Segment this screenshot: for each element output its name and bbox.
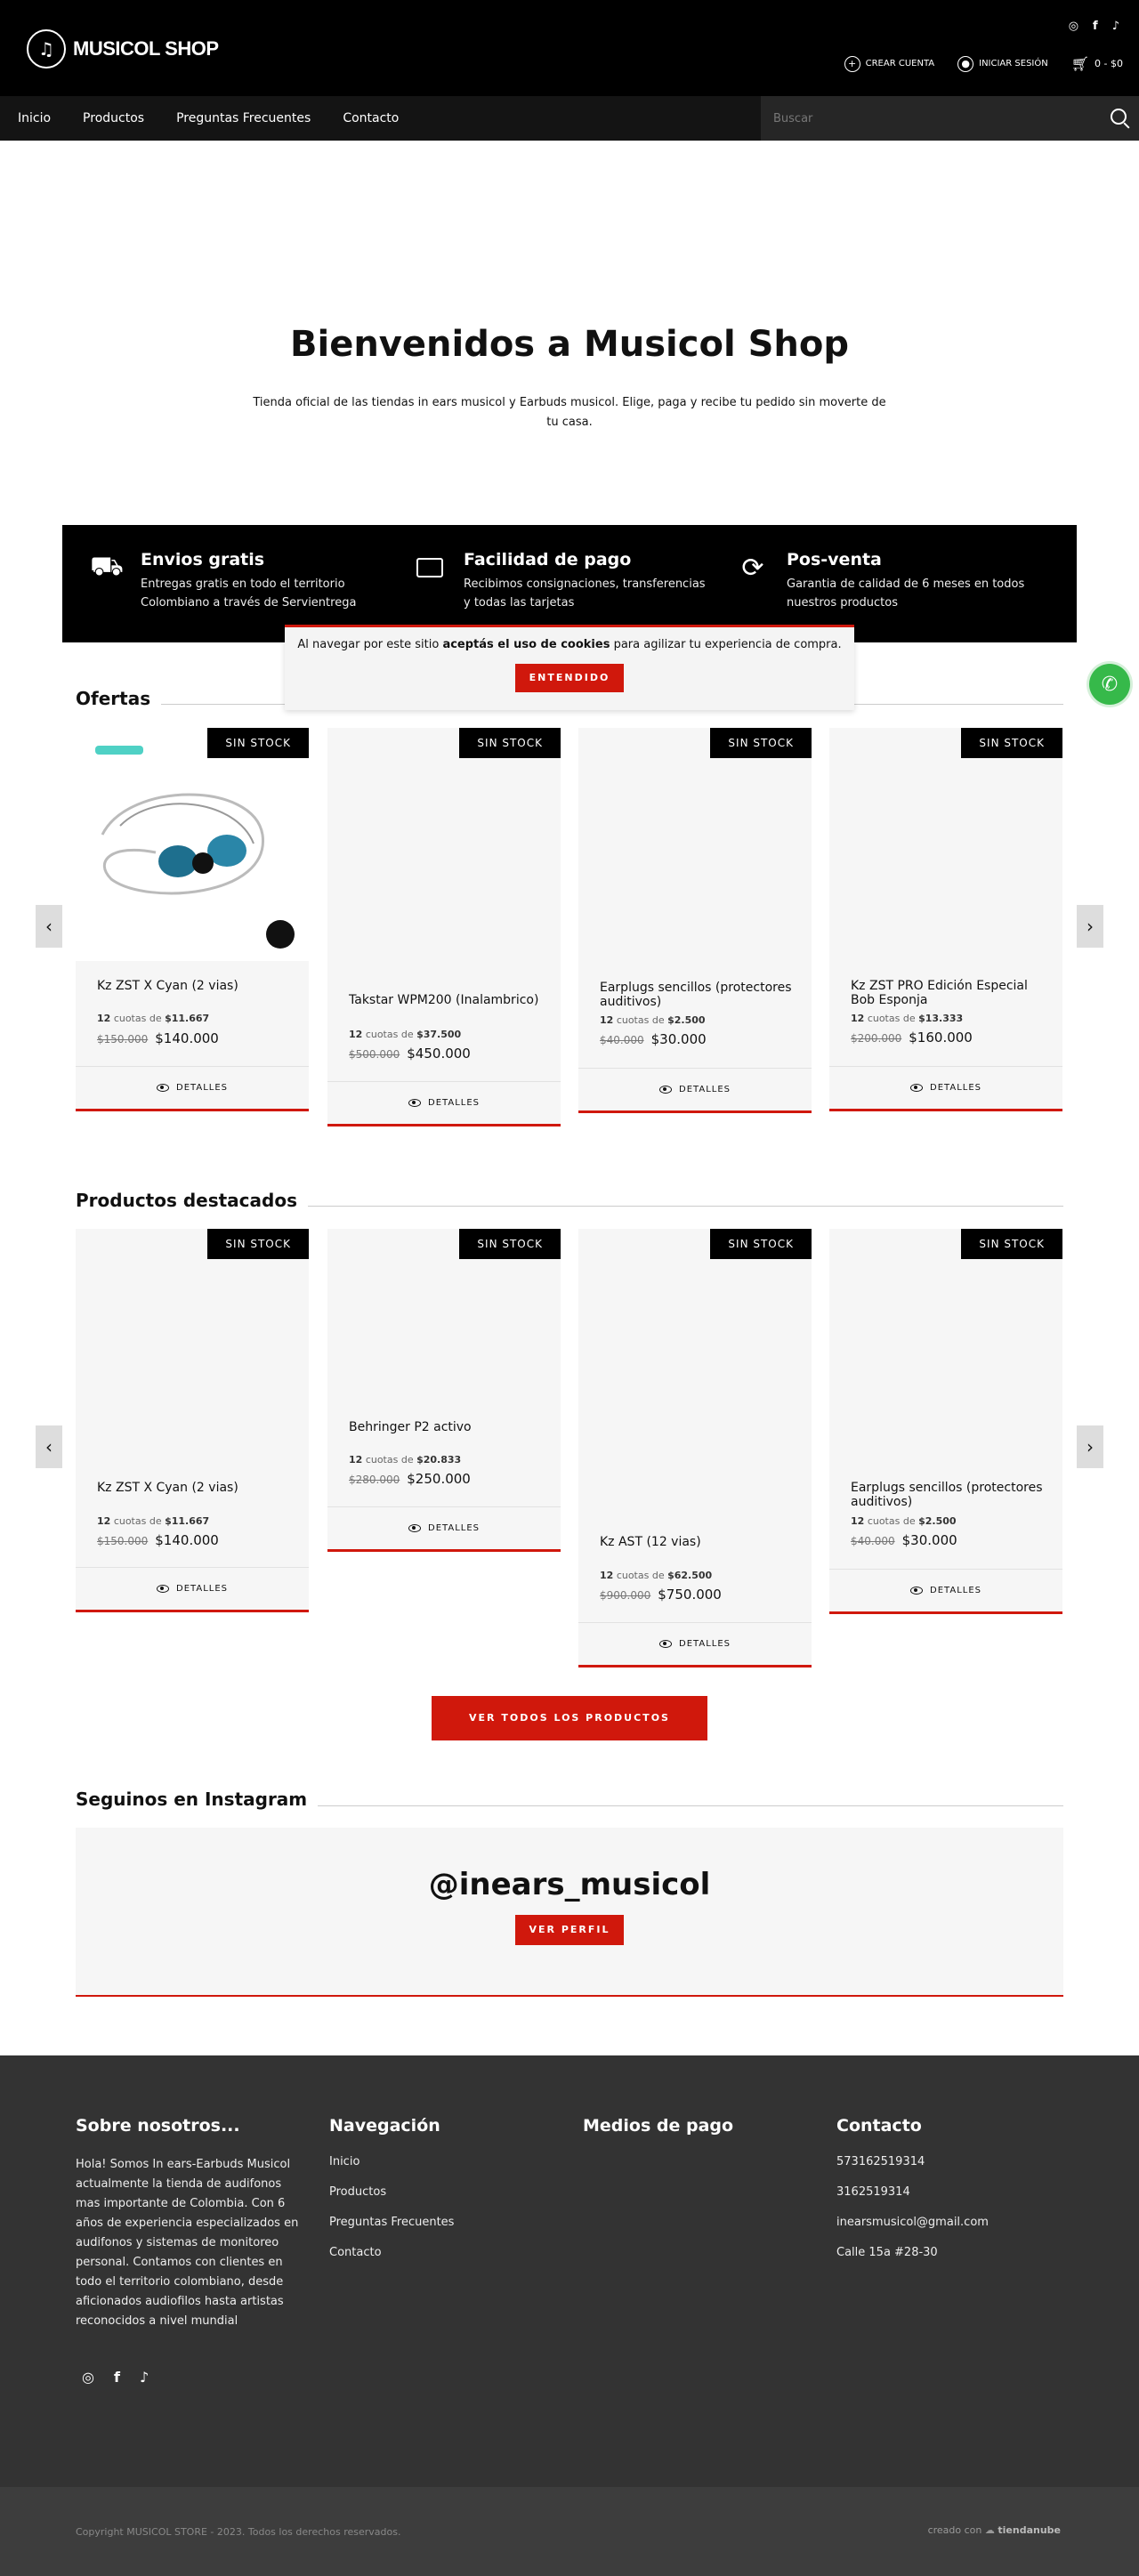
product-name[interactable]: Takstar WPM200 (Inalambrico) [349, 993, 539, 1007]
account-links [844, 55, 1123, 72]
product-card[interactable] [76, 728, 309, 1111]
contact-email[interactable]: inearsmusicol@gmail.com [836, 2216, 989, 2229]
featured-next-arrow[interactable]: › [1077, 1425, 1103, 1468]
product-card[interactable] [578, 728, 812, 1113]
login-link[interactable] [957, 56, 1048, 72]
product-card[interactable] [578, 1229, 812, 1668]
facebook-icon[interactable]: f [1093, 20, 1098, 33]
nav-item-faq[interactable]: Preguntas Frecuentes [176, 111, 311, 125]
product-card[interactable] [76, 1229, 309, 1612]
instagram-title: Seguinos en Instagram [76, 1789, 318, 1810]
footer-contact-title: Contacto [836, 2116, 922, 2136]
product-name[interactable]: Kz ZST PRO Edición Especial Bob Esponja [851, 979, 1028, 1007]
status-badge: SIN STOCK [961, 1229, 1062, 1259]
tiendanube-credit[interactable]: creado con ☁ tiendanube [927, 2524, 1061, 2536]
instagram-handle[interactable]: @inears_musicol [428, 1867, 711, 1902]
status-badge: SIN STOCK [459, 1229, 561, 1259]
footer-about-text: Hola! Somos In ears-Earbuds Musicol actualmente la tienda de audifonos mas importante de Colombia. Con 6 años de experiencia especializados en audifonos y sistemas de monitoreo personal. Contamos con clientes en todo el territorio colombiano, desde aficionados audiofilos hasta artistas reconocidos a nivel mundial [76, 2158, 299, 2328]
tiktok-icon[interactable]: ♪ [139, 2369, 149, 2386]
truck-icon: ⛟ [90, 550, 124, 582]
status-badge: SIN STOCK [710, 728, 812, 758]
create-account-link[interactable] [844, 56, 935, 72]
benefit-title: Facilidad de pago [464, 550, 632, 569]
contact-address: Calle 15a #28-30 [836, 2246, 938, 2259]
benefit-shipping [89, 550, 372, 612]
cart-total: 0 - $0 [1095, 58, 1123, 69]
search-icon[interactable] [1111, 109, 1127, 125]
eye-icon [408, 1099, 421, 1107]
instagram-icon[interactable]: ◎ [82, 2369, 94, 2386]
contact-phone[interactable]: 3162519314 [836, 2185, 910, 2199]
product-price: $150.000 $140.000 [97, 1532, 219, 1548]
benefit-title: Pos-venta [787, 550, 882, 569]
footer-contact [836, 2116, 989, 2276]
product-price: $150.000 $140.000 [97, 1030, 219, 1046]
eye-icon [659, 1640, 672, 1648]
footer-about [76, 2116, 305, 2331]
benefit-title: Envios gratis [141, 550, 265, 569]
product-price: $500.000 $450.000 [349, 1046, 471, 1062]
nav-item-contacto[interactable]: Contacto [343, 111, 400, 125]
details-button[interactable]: DETALLES [76, 1567, 309, 1610]
plus-icon: + [844, 56, 860, 72]
eye-icon [157, 1585, 169, 1593]
status-badge: SIN STOCK [459, 728, 561, 758]
store-logo[interactable] [27, 29, 219, 69]
footer-payment [583, 2116, 733, 2155]
cloud-icon: ☁ [984, 2524, 995, 2536]
product-installments: 12 cuotas de $62.500 [600, 1570, 713, 1581]
offers-next-arrow[interactable]: › [1077, 905, 1103, 948]
refresh-icon: ⟳ [741, 552, 764, 584]
product-image[interactable] [829, 1229, 1062, 1462]
product-price: $40.000 $30.000 [600, 1031, 707, 1047]
search-bar [761, 96, 1139, 141]
instagram-icon[interactable]: ◎ [1068, 20, 1079, 33]
details-button[interactable]: DETALLES [327, 1081, 561, 1124]
product-name[interactable]: Kz AST (12 vias) [600, 1535, 701, 1549]
cart-link[interactable] [1071, 55, 1123, 72]
copyright-bar [0, 2487, 1139, 2576]
copyright-text: Copyright MUSICOL STORE - 2023. Todos los derechos reservados. [76, 2526, 401, 2538]
tiktok-icon[interactable]: ♪ [1111, 20, 1119, 33]
featured-title: Productos destacados [76, 1190, 308, 1211]
product-card[interactable] [829, 1229, 1062, 1614]
details-button[interactable]: DETALLES [327, 1506, 561, 1549]
user-icon: ● [957, 56, 973, 72]
product-price: $200.000 $160.000 [851, 1030, 973, 1046]
cart-icon: 🛒︎ [1070, 55, 1090, 72]
whatsapp-button[interactable] [1089, 664, 1130, 705]
product-price: $900.000 $750.000 [600, 1587, 722, 1603]
benefit-text: Entregas gratis en todo el territorio Colombiano a través de Servientrega [141, 577, 357, 610]
footer-link-contacto[interactable]: Contacto [329, 2246, 382, 2259]
see-all-products-button[interactable]: VER TODOS LOS PRODUCTOS [432, 1696, 707, 1740]
logo-text: MUSICOL SHOP [73, 37, 219, 60]
eye-icon [157, 1084, 169, 1092]
product-card[interactable] [829, 728, 1062, 1111]
eye-icon [910, 1587, 923, 1595]
product-image[interactable] [578, 728, 812, 961]
details-button[interactable]: DETALLES [578, 1068, 812, 1110]
product-installments: 12 cuotas de $2.500 [851, 1515, 957, 1527]
footer-nav-title: Navegación [329, 2116, 440, 2136]
product-installments: 12 cuotas de $20.833 [349, 1454, 462, 1466]
cookie-banner [285, 625, 854, 710]
product-price: $40.000 $30.000 [851, 1532, 957, 1548]
hero-title: Bienvenidos a Musicol Shop [290, 324, 849, 365]
details-button[interactable]: DETALLES [829, 1066, 1062, 1109]
product-installments: 12 cuotas de $11.667 [97, 1013, 210, 1024]
product-image[interactable] [76, 1229, 309, 1462]
status-badge: SIN STOCK [207, 728, 309, 758]
details-button[interactable]: DETALLES [76, 1066, 309, 1109]
product-name[interactable]: Earplugs sencillos (protectores auditivos) [600, 981, 792, 1009]
cookie-text: Al navegar por este sitio aceptás el uso de cookies para agilizar tu experiencia de compra. [297, 638, 842, 651]
product-name[interactable]: Kz ZST X Cyan (2 vias) [97, 979, 238, 993]
product-installments: 12 cuotas de $2.500 [600, 1014, 706, 1026]
instagram-box [76, 1828, 1063, 1997]
product-card[interactable] [327, 728, 561, 1126]
hero-subtitle: Tienda oficial de las tiendas in ears musicol y Earbuds musicol. Elige, paga y recibe tu pedido sin moverte de tu casa. [253, 396, 886, 429]
footer-link-faq[interactable]: Preguntas Frecuentes [329, 2216, 455, 2229]
nav-item-inicio[interactable]: Inicio [18, 111, 52, 125]
eye-icon [659, 1086, 672, 1094]
details-button[interactable]: DETALLES [829, 1569, 1062, 1611]
product-card[interactable] [327, 1229, 561, 1552]
status-badge: SIN STOCK [207, 1229, 309, 1259]
product-image[interactable] [327, 728, 561, 961]
eye-icon [910, 1084, 923, 1092]
benefit-payment [412, 550, 713, 612]
eye-icon [408, 1524, 421, 1532]
product-installments: 12 cuotas de $37.500 [349, 1029, 462, 1040]
header-social [1069, 20, 1119, 33]
whatsapp-icon: ✆ [1101, 673, 1119, 696]
status-badge: SIN STOCK [710, 1229, 812, 1259]
top-header [0, 0, 1139, 96]
offers-prev-arrow[interactable]: ‹ [36, 905, 62, 948]
footer-social [82, 2369, 149, 2386]
details-button[interactable]: DETALLES [578, 1622, 812, 1665]
status-badge: SIN STOCK [961, 728, 1062, 758]
accept-cookies-button[interactable]: ENTENDIDO [515, 664, 624, 692]
facebook-icon[interactable]: f [113, 2369, 120, 2386]
footer-payment-title: Medios de pago [583, 2116, 734, 2136]
footer-navigation [329, 2116, 454, 2276]
product-image[interactable] [829, 728, 1062, 961]
product-installments: 12 cuotas de $11.667 [97, 1515, 210, 1527]
benefit-text: Garantia de calidad de 6 meses en todos nuestros productos [787, 577, 1025, 610]
contact-whatsapp[interactable]: 573162519314 [836, 2155, 925, 2168]
footer-link-inicio[interactable]: Inicio [329, 2155, 360, 2168]
product-price: $280.000 $250.000 [349, 1471, 471, 1487]
login-label: INICIAR SESIÓN [979, 59, 1048, 69]
create-account-label: CREAR CUENTA [865, 59, 935, 69]
offers-title: Ofertas [76, 688, 161, 709]
benefit-aftersale [735, 550, 1045, 612]
featured-prev-arrow[interactable]: ‹ [36, 1425, 62, 1468]
footer-about-title: Sobre nosotros... [76, 2116, 240, 2136]
product-image[interactable] [76, 728, 309, 961]
view-profile-button[interactable]: VER PERFIL [515, 1915, 624, 1945]
nav-item-productos[interactable]: Productos [83, 111, 145, 125]
footer [0, 2055, 1139, 2487]
card-icon [412, 550, 448, 585]
logo-mark-icon: ♫ [27, 29, 66, 69]
product-installments: 12 cuotas de $13.333 [851, 1013, 964, 1024]
footer-link-productos[interactable]: Productos [329, 2185, 387, 2199]
search-input[interactable] [761, 96, 1081, 141]
product-name[interactable]: Behringer P2 activo [349, 1420, 472, 1434]
product-name[interactable]: Kz ZST X Cyan (2 vias) [97, 1481, 238, 1495]
benefit-text: Recibimos consignaciones, transferencias y todas las tarjetas [464, 577, 706, 610]
product-image[interactable] [578, 1229, 812, 1462]
product-name[interactable]: Earplugs sencillos (protectores auditivos) [851, 1481, 1043, 1509]
